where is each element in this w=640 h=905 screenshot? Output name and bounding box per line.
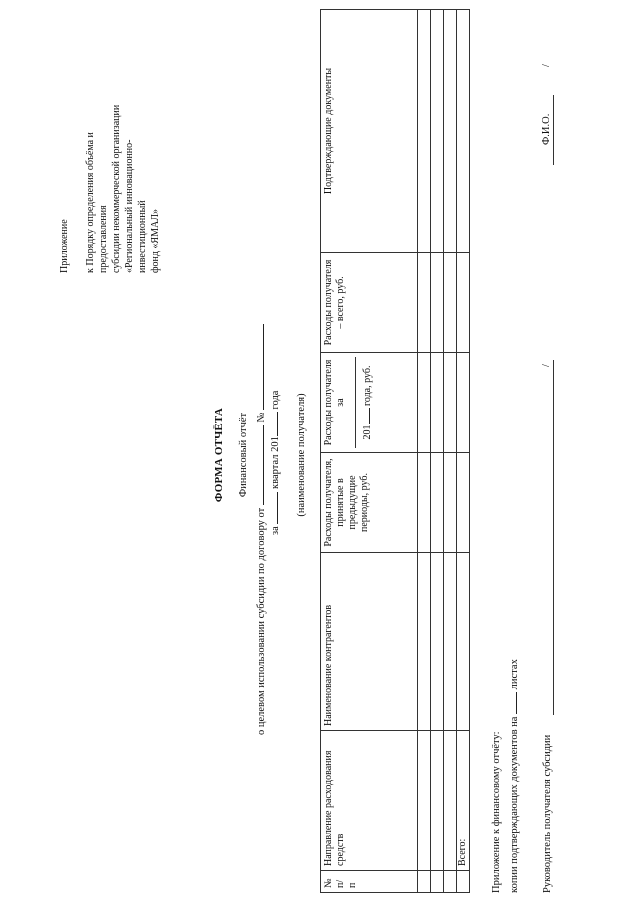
table-cell[interactable] (444, 553, 457, 731)
table-row (418, 10, 431, 893)
table-cell[interactable] (431, 453, 444, 553)
appendix-line: к Порядку определения объёма и (85, 132, 96, 273)
table-header-row (321, 10, 418, 893)
year-label: года (270, 390, 281, 410)
quarter-label: квартал 201 (270, 436, 281, 489)
table-cell (457, 871, 470, 893)
table-cell[interactable] (444, 731, 457, 871)
table-cell[interactable] (444, 253, 457, 353)
attachment-line-2 (505, 659, 520, 893)
contract-number-blank[interactable] (252, 324, 264, 410)
col-documents-header: Подтверждающие документы (321, 10, 418, 253)
report-subtitle-period (266, 391, 281, 535)
col-period-expenses-header (321, 353, 418, 453)
year-digit-blank[interactable] (266, 412, 278, 436)
table-cell[interactable] (444, 353, 457, 453)
report-title: Финансовый отчёт (238, 412, 249, 498)
attachment-line-1: Приложение к финансовому отчёту: (491, 731, 502, 893)
table-cell[interactable] (457, 10, 470, 253)
total-label: Всего: (457, 731, 470, 871)
table-cell[interactable] (457, 553, 470, 731)
form-title: ФОРМА ОТЧЁТА (213, 407, 225, 503)
recipient-caption: (наименование получателя) (296, 393, 307, 517)
fio-line[interactable] (553, 95, 554, 165)
attachment-suffix: листах (509, 659, 520, 690)
table-cell[interactable] (457, 453, 470, 553)
table-cell[interactable] (444, 10, 457, 253)
report-subtitle-contract (252, 324, 267, 735)
table-cell[interactable] (418, 10, 431, 253)
head-signature-label: Руководитель получателя субсидии (542, 734, 553, 893)
period-year-line (355, 357, 374, 448)
table-cell[interactable] (457, 353, 470, 453)
appendix-block (58, 53, 162, 273)
col-total-expenses-header: Расходы получателя – всего, руб. (321, 253, 418, 353)
appendix-line: «Региональный инновационно- (124, 139, 135, 273)
table-cell[interactable] (431, 353, 444, 453)
table-cell[interactable] (418, 453, 431, 553)
table-row (444, 10, 457, 893)
table-cell[interactable] (431, 553, 444, 731)
appendix-line: фонд «ЯМАЛ» (150, 209, 161, 273)
fio-slash: / (541, 64, 552, 67)
period-year-blank[interactable] (358, 408, 370, 424)
signature-slash: / (541, 364, 552, 367)
table-cell[interactable] (431, 871, 444, 893)
appendix-line: субсидии некоммерческой организации (111, 104, 122, 273)
contract-number-sign: № (256, 412, 267, 423)
table-cell[interactable] (431, 253, 444, 353)
table-cell[interactable] (431, 10, 444, 253)
sheets-count-blank[interactable] (505, 692, 517, 714)
col-number-header: № п/п (321, 871, 418, 893)
col-contractors-header: Наименование контрагентов (321, 553, 418, 731)
table-cell[interactable] (418, 553, 431, 731)
attachment-prefix: копии подтверждающих документов на (509, 716, 520, 893)
appendix-line: предоставления (98, 205, 109, 273)
signature-line[interactable] (553, 360, 554, 715)
table-cell[interactable] (444, 453, 457, 553)
table-cell[interactable] (418, 731, 431, 871)
table-cell[interactable] (418, 353, 431, 453)
appendix-gap (71, 53, 84, 273)
table-total-row (457, 10, 470, 893)
table-cell[interactable] (418, 871, 431, 893)
fio-label: Ф.И.О. (541, 113, 552, 145)
appendix-line: инвестиционный (137, 200, 148, 273)
table-cell[interactable] (418, 253, 431, 353)
table-cell[interactable] (444, 871, 457, 893)
table-cell[interactable] (457, 253, 470, 353)
table-cell[interactable] (431, 731, 444, 871)
period-expenses-label: Расходы получателя за (323, 359, 346, 446)
period-year-suffix: года, руб. (362, 365, 373, 406)
contract-date-blank[interactable] (252, 425, 264, 505)
period-za: за (270, 526, 281, 535)
col-direction-header: Направление расходования средств (321, 731, 418, 871)
contract-prefix: о целевом использовании субсидии по договору от (256, 507, 267, 735)
appendix-line: Приложение (59, 219, 70, 273)
quarter-number-blank[interactable] (266, 492, 278, 524)
col-previous-expenses-header: Расходы получателя, принятые в предыдущие периоды, руб. (321, 453, 418, 553)
table-row (431, 10, 444, 893)
financial-report-table (320, 9, 470, 893)
period-year-prefix: 201 (362, 424, 373, 440)
